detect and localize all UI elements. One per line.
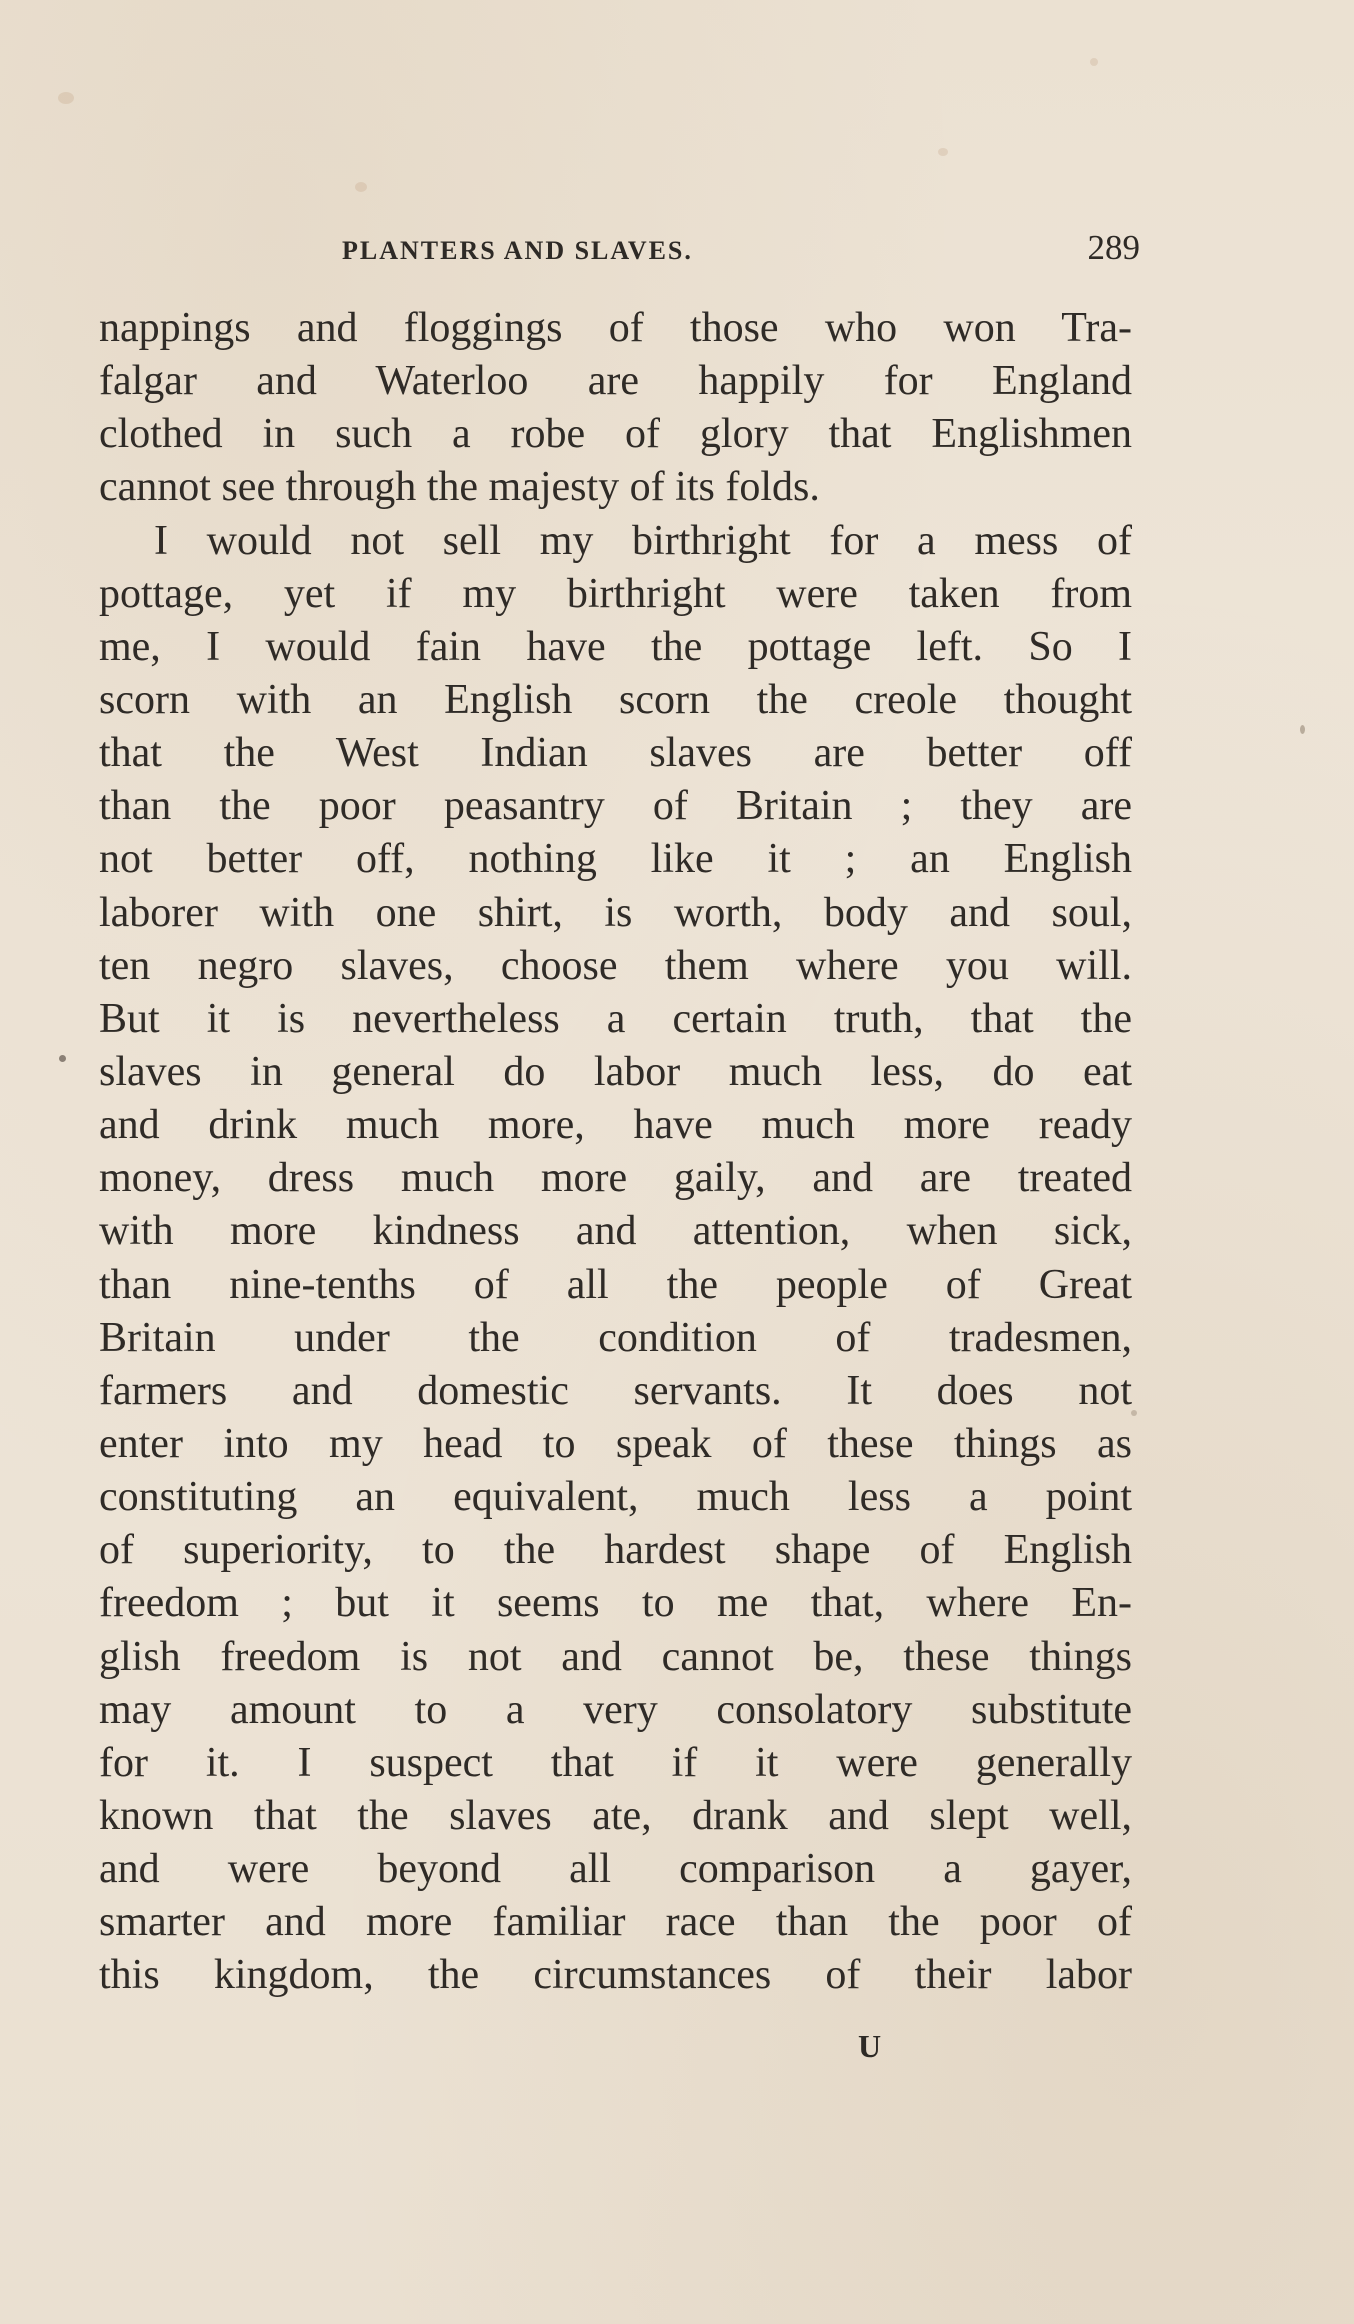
text-line: smarter and more familiar race than the poor of [99,1899,1132,1946]
text-line: slaves in general do labor much less, do eat [99,1048,1132,1095]
text-line: me, I would fain have the pottage left. So I [99,623,1132,670]
paper-stain [355,182,367,192]
text-line: with more kindness and attention, when sick, [99,1208,1132,1255]
text-line: cannot see through the majesty of its folds. [99,464,820,511]
text-line: constituting an equivalent, much less a point [99,1474,1132,1521]
text-line: I would not sell my birthright for a mess of [154,517,1132,564]
text-line: money, dress much more gaily, and are treated [99,1155,1132,1202]
page-number: 289 [1087,228,1140,267]
text-line: and drink much more, have much more ready [99,1102,1132,1149]
text-line: this kingdom, the circumstances of their labor [99,1952,1132,1999]
paper-stain [58,92,74,104]
paper-stain [938,148,948,156]
text-line: glish freedom is not and cannot be, these things [99,1633,1132,1680]
text-line: clothed in such a robe of glory that Englishmen [99,411,1132,458]
paper-stain [59,1055,66,1062]
text-line: laborer with one shirt, is worth, body and soul, [99,889,1132,936]
text-line: freedom ; but it seems to me that, where En- [99,1580,1132,1627]
text-line: enter into my head to speak of these things as [99,1420,1132,1467]
running-head [100,228,1140,278]
text-line: and were beyond all comparison a gayer, [99,1846,1132,1893]
text-line: falgar and Waterloo are happily for England [99,358,1132,405]
text-line: may amount to a very consolatory substitute [99,1686,1132,1733]
paper-stain [1300,725,1305,734]
text-line: Britain under the condition of tradesmen, [99,1314,1132,1361]
text-line: of superiority, to the hardest shape of English [99,1527,1132,1574]
text-line: farmers and domestic servants. It does not [99,1367,1132,1414]
text-line: that the West Indian slaves are better off [99,730,1132,777]
text-line: pottage, yet if my birthright were taken from [99,570,1132,617]
text-line: nappings and floggings of those who won Tra- [99,305,1132,351]
text-line: scorn with an English scorn the creole thought [99,676,1132,723]
signature-mark: U [858,2028,882,2064]
text-line: ten negro slaves, choose them where you will. [99,942,1132,989]
paper-stain [1090,58,1098,66]
body-text [99,302,1132,2003]
text-line: known that the slaves ate, drank and slept well, [99,1792,1132,1839]
running-title: PLANTERS AND SLAVES. [342,236,693,265]
text-line: not better off, nothing like it ; an English [99,836,1132,883]
text-line: for it. I suspect that if it were generally [99,1739,1132,1786]
text-line: than nine-tenths of all the people of Great [99,1261,1132,1308]
text-line: than the poor peasantry of Britain ; they are [99,783,1132,830]
text-line: But it is nevertheless a certain truth, that the [99,995,1132,1042]
